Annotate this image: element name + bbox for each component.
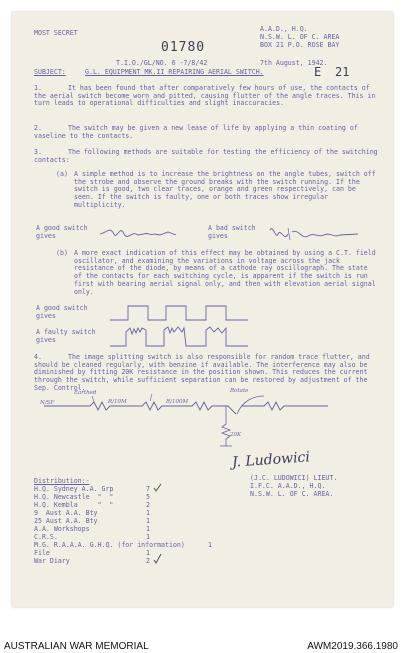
address-line-1: A.A.D., H.Q. <box>260 25 308 33</box>
distribution-recipient: 25 Aust A.A. Bty <box>34 517 98 525</box>
distribution-qty: 1 <box>146 509 150 517</box>
para-3b: A more exact indication of this effect may be obtained by using a C.T. field oscillator, and examining the variations in voltage across the jack resistance of the diode, by means of a cathode ray oscillograph. The state of the contacts for each switching cycle, is apparent if the switch is run first with bearing aerial signal only, and then with elevation aerial signal only. <box>74 249 376 296</box>
circuit-label-r100m: R/100M <box>166 399 189 405</box>
para-3a: A simple method is to increase the brightness on the angle tubes, switch off the strobe and observe the ground breaks with the switch running. If the switch is good, two clear traces, orange and green respectively, can be seen. If the switch is faulty, one or both traces show irregular multiplicity. <box>74 170 376 209</box>
good-switch-label-2: A good switch gives <box>36 304 88 320</box>
para-1-number: 1. <box>34 84 42 92</box>
footer-accession-number: AWM2019.366.1980 <box>307 641 398 652</box>
distribution-recipient: H.Q. Sydney A.A. Grp <box>34 485 114 493</box>
para-3: The following methods are suitable for testing the efficiency of the switching contacts: <box>34 148 378 164</box>
address-line-2: N.S.W. L. OF C. AREA <box>260 33 340 41</box>
distribution-recipient: H.Q. Newcastle " " <box>34 493 114 501</box>
circuit-label-20k: 20K <box>230 432 242 438</box>
circuit-label-earthed: Earthed <box>74 390 97 396</box>
distribution-recipient: C.R.S. <box>34 533 58 541</box>
distribution-qty: 2 <box>146 557 150 565</box>
bad-switch-label-1: A bad switch gives <box>208 224 256 240</box>
distribution-recipient: A.A. Workshops <box>34 525 90 533</box>
distribution-recipient: 9 Aust A.A. Bty <box>34 509 98 517</box>
distribution-qty: 2 <box>146 501 150 509</box>
signatory-name: (J.C. LUDOWICI) LIEUT. <box>250 474 338 482</box>
page-mark-number: 21 <box>335 65 350 79</box>
tick-marks <box>152 482 172 572</box>
distribution-qty: 1 <box>146 517 150 525</box>
para-2-number: 2. <box>34 124 42 132</box>
bad-trace-sketch-1 <box>268 220 368 244</box>
para-3a-label: (a) <box>56 170 68 178</box>
good-switch-label-1: A good switch gives <box>36 224 88 240</box>
distribution-recipient: H.Q. Kembla " " <box>34 501 114 509</box>
date: 7th August, 1942. <box>260 59 328 67</box>
signatory-title-1: I.F.C. A.A.D., H.Q. <box>250 482 326 490</box>
footer-institution: AUSTRALIAN WAR MEMORIAL <box>4 641 149 652</box>
document-page <box>12 12 393 607</box>
reference: T.I.O./GL/NO. 6 -7/8/42 <box>116 59 208 67</box>
classification: MOST SECRET <box>34 29 78 37</box>
distribution-recipient: War Diary <box>34 557 70 565</box>
address-line-3: BOX 21 P.O. ROSE BAY <box>260 41 340 49</box>
serial-number: 01780 <box>161 40 206 55</box>
distribution-recipient: M.G. R.A.A.A. G.H.Q. (for information) <box>34 541 185 549</box>
archive-footer <box>0 611 404 653</box>
faulty-switch-label-2: A faulty switch gives <box>36 328 96 344</box>
distribution-qty: 1 <box>146 549 150 557</box>
signatory-title-2: N.S.W. L. OF C. AREA. <box>250 490 334 498</box>
para-4: The image splitting switch is also responsible for random trace flutter, and should be cleaned regularly, with benzine if available. The interference may also be diminished by fitting 20K resistance in the position shown. This reduces the current through the switch, while sufficient separation can be restored by adjustment of the Sep. Control. <box>34 353 370 392</box>
faulty-square-wave-sketch <box>108 324 288 350</box>
para-4-number: 4. <box>34 353 42 361</box>
para-3-number: 3. <box>34 148 42 156</box>
page-mark-e: E <box>314 65 322 79</box>
para-1: It has been found that after comparatively few hours of use, the contacts of the aerial switch become worn and pitted, causing flutter of the angle traces. This in turn leads to operational difficulties and slight inaccuracies. <box>34 84 376 108</box>
circuit-label-r10m: R/10M <box>108 399 127 405</box>
subject-label: SUBJECT: <box>34 68 66 76</box>
distribution-qty: 1 <box>208 541 212 549</box>
distribution-qty: 1 <box>146 525 150 533</box>
good-trace-sketch-1 <box>98 220 194 244</box>
distribution-qty: 1 <box>146 533 150 541</box>
distribution-recipient: File <box>34 549 50 557</box>
distribution-qty: 5 <box>146 493 150 501</box>
circuit-label-nsf: N/SF <box>40 400 55 406</box>
signature-scrawl: J. Ludowici <box>231 449 311 471</box>
para-3b-label: (b) <box>56 249 68 257</box>
circuit-label-rotate: Rotate <box>230 388 249 394</box>
good-square-wave-sketch <box>108 302 288 324</box>
distribution-qty: 7 <box>146 485 150 493</box>
para-2: The switch may be given a new lease of life by applying a thin coating of vaseline to the contacts. <box>34 124 358 140</box>
subject: G.L. EQUIPMENT MK.II REPAIRING AERIAL SWITCH. <box>85 68 264 76</box>
distribution-heading: Distribution:- <box>34 477 90 485</box>
